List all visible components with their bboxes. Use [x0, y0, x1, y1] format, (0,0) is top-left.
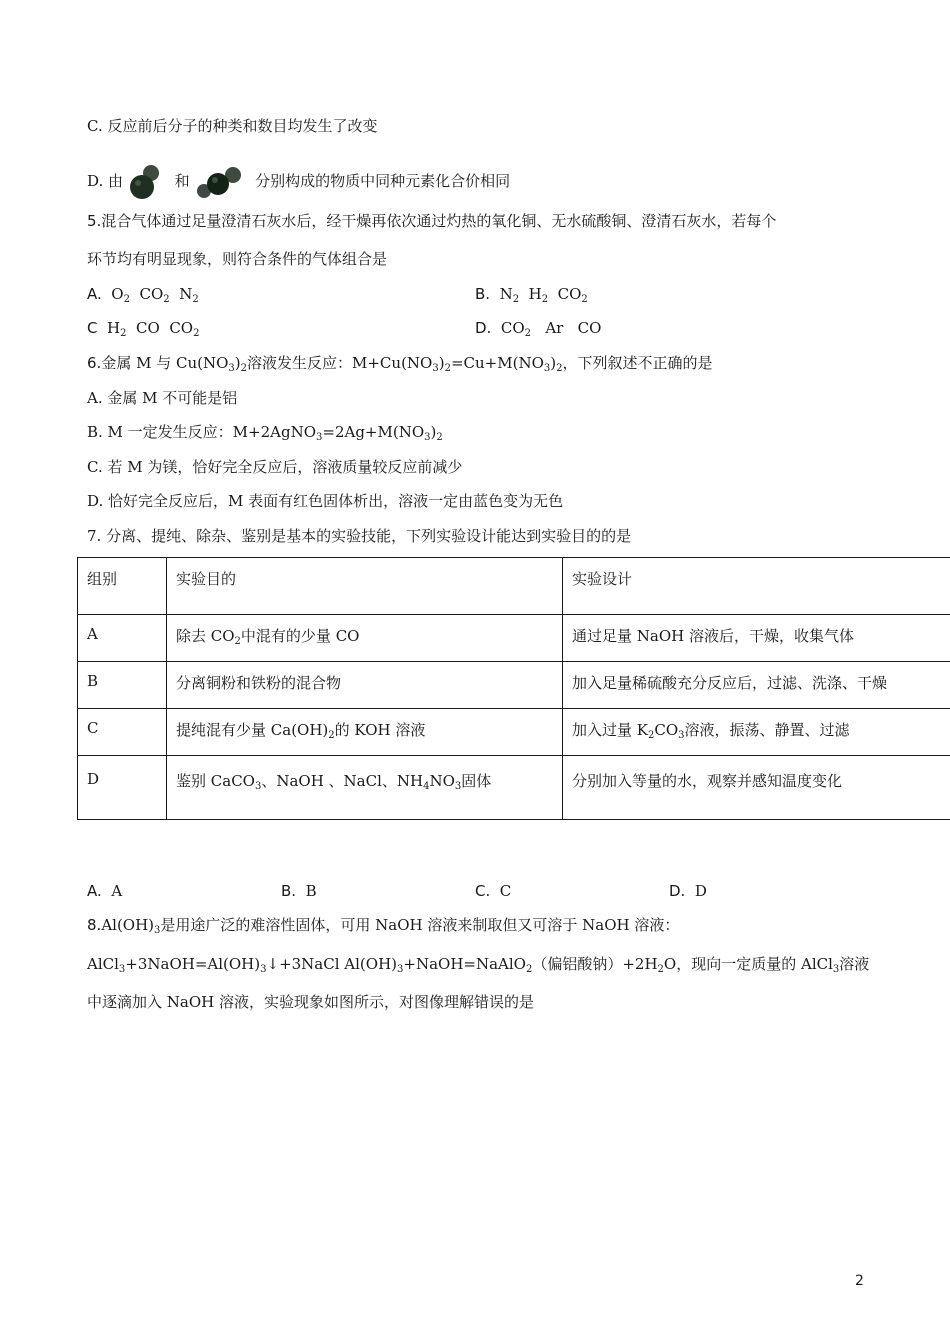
- table-header-group: 组别: [78, 558, 167, 615]
- q4-option-c: C. 反应前后分子的种类和数目均发生了改变: [87, 117, 378, 135]
- q8-number: 8.: [87, 916, 102, 934]
- table-cell-group: C: [78, 709, 167, 756]
- q6-option-c: C. 若 M 为镁，恰好完全反应后，溶液质量较反应前减少: [87, 458, 463, 476]
- q6-option-b: B. M 一定发生反应：$M+2AgNO_3=2Ag+M(NO_3)_2$: [87, 423, 443, 443]
- experiment-table: [77, 557, 950, 820]
- q6-stem: 6.金属 M 与 $Cu(NO_3)_2$溶液发生反应：$M+Cu(NO_3)_2=Cu+M(NO_3)_2$，下列叙述不正确的是: [87, 354, 713, 374]
- table-cell-goal: 分离铜粉和铁粉的混合物: [167, 662, 563, 709]
- q5-option-c: C $H_2$ CO $CO_2$: [87, 319, 200, 339]
- q5-stem-line1: 5.混合气体通过足量澄清石灰水后，经干燥再依次通过灼热的氧化铜、无水硫酸铜、澄清石灰水，若每个: [87, 212, 777, 230]
- q6-option-d: D. 恰好完全反应后，M 表面有红色固体析出，溶液一定由蓝色变为无色: [87, 492, 564, 510]
- q5-option-d: D. $CO_2$ Ar CO: [475, 319, 602, 339]
- molecule-diatomic-icon: [128, 162, 164, 202]
- table-row: [78, 615, 950, 662]
- table-cell-design: 加入过量 $K_2CO_3$溶液，振荡、静置、过滤: [563, 709, 950, 756]
- table-row: [78, 756, 950, 820]
- molecule-triatomic-icon: [194, 162, 246, 202]
- q8-stem-line3: 中逐滴加入 NaOH 溶液，实验现象如图所示，对图像理解错误的是: [87, 993, 534, 1011]
- q7-answer-b: B. B: [281, 882, 317, 900]
- q5-stem-line2: 环节均有明显现象，则符合条件的气体组合是: [87, 250, 388, 268]
- q7-answer-c: C. C: [475, 882, 512, 900]
- q5-number: 5.: [87, 212, 102, 230]
- q7-answer-a: A. A: [87, 882, 123, 900]
- table-header-row: [78, 558, 950, 615]
- q5-option-a: A. $O_2$ $CO_2$ $N_2$: [87, 285, 199, 305]
- table-cell-design: 加入足量稀硫酸充分反应后，过滤、洗涤、干燥: [563, 662, 950, 709]
- table-cell-design: 通过足量 NaOH 溶液后，干燥，收集气体: [563, 615, 950, 662]
- q8-stem-line2: $AlCl_3+3NaOH=Al(OH)_3↓+3NaCl$ $Al(OH)_3+NaOH=NaAlO_2$（偏铝酸钠）$+2H_2O$，现向一定质量的 AlCl$_3$溶液: [87, 955, 870, 975]
- q4-option-d-prefix: D. 由: [87, 172, 124, 190]
- table-header-goal: 实验目的: [167, 558, 563, 615]
- table-cell-group: B: [78, 662, 167, 709]
- q4-option-d-suffix: 分别构成的物质中同种元素化合价相同: [255, 172, 511, 190]
- table-cell-design: 分别加入等量的水，观察并感知温度变化: [563, 756, 950, 820]
- table-cell-goal: 除去 $CO_2$中混有的少量 CO: [167, 615, 563, 662]
- table-cell-goal: 提纯混有少量 $Ca(OH)_2$的 KOH 溶液: [167, 709, 563, 756]
- table-header-design: 实验设计: [563, 558, 950, 615]
- q7-stem: 7. 分离、提纯、除杂、鉴别是基本的实验技能，下列实验设计能达到实验目的的是: [87, 527, 632, 545]
- q7-answer-d: D. D: [669, 882, 707, 900]
- table-row: [78, 662, 950, 709]
- q5-option-b: B. $N_2$ $H_2$ $CO_2$: [475, 285, 588, 305]
- table-cell-group: D: [78, 756, 167, 820]
- table-cell-goal: 鉴别 CaCO$_3$、NaOH 、NaCl、$NH_4NO_3$固体: [167, 756, 563, 820]
- q4-option-d: [87, 162, 510, 202]
- table-row: [78, 709, 950, 756]
- q8-stem-line1: $8.Al(OH)_3$是用途广泛的难溶性固体，可用 NaOH 溶液来制取但又可溶于 NaOH 溶液：: [87, 916, 680, 936]
- table-cell-group: A: [78, 615, 167, 662]
- page-number: 2: [855, 1273, 864, 1289]
- q6-option-a: A. 金属 M 不可能是铝: [87, 389, 238, 407]
- q6-number: 6.: [87, 354, 102, 372]
- q4-option-d-and: 和: [174, 172, 190, 190]
